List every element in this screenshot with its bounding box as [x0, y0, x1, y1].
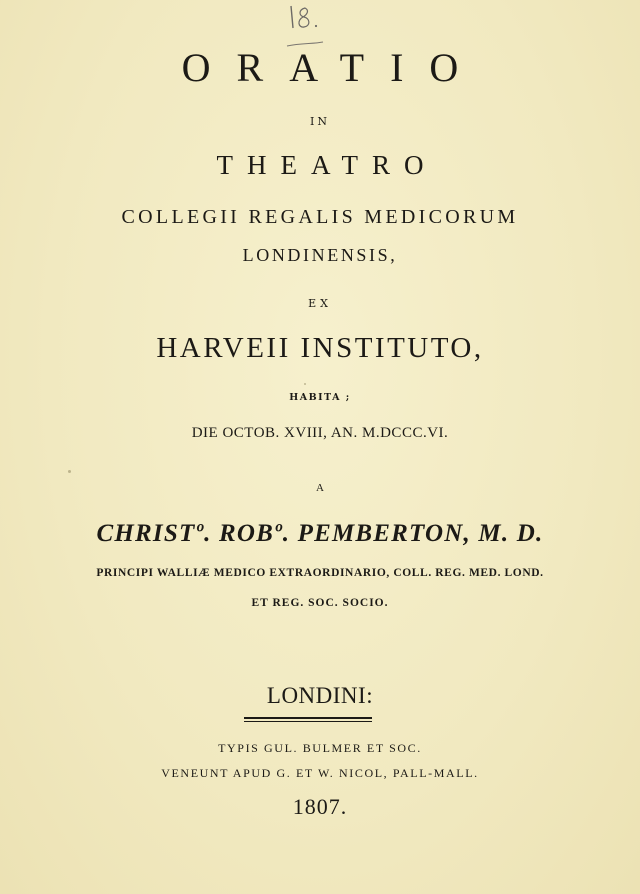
author-credentials-line-2: ET REG. SOC. SOCIO. [251, 597, 389, 609]
printer-line: TYPIS GUL. BULMER ET SOC. [218, 741, 422, 755]
double-rule-top [244, 717, 372, 719]
title-word-a: A [316, 482, 324, 494]
title-word-theatro: THEATRO [216, 150, 438, 180]
college-name: COLLEGII REGALIS MEDICORUM [121, 206, 519, 228]
publication-year: 1807. [292, 794, 348, 819]
institution-name: HARVEII INSTITUTO, [156, 332, 484, 364]
double-rule-bottom [244, 721, 372, 722]
author-credentials-line-1: PRINCIPI WALLIÆ MEDICO EXTRAORDINARIO, COLL. REG. MED. LOND. [96, 567, 544, 579]
paper-speck [304, 383, 306, 385]
book-title: ORATIO [181, 45, 485, 90]
title-word-ex: EX [308, 297, 332, 310]
imprint-place: LONDINI: [266, 683, 374, 708]
paper-speck [68, 470, 71, 473]
title-word-habita: HABITA ; [289, 392, 351, 403]
seller-line: VENEUNT APUD G. ET W. NICOL, PALL-MALL. [161, 766, 479, 780]
title-word-in: IN [310, 115, 330, 128]
college-city: LONDINENSIS, [242, 245, 398, 265]
oration-date: DIE OCTOB. XVIII, AN. M.DCCC.VI. [191, 425, 449, 441]
author-name: CHRISTº. ROBº. PEMBERTON, M. D. [96, 520, 544, 547]
